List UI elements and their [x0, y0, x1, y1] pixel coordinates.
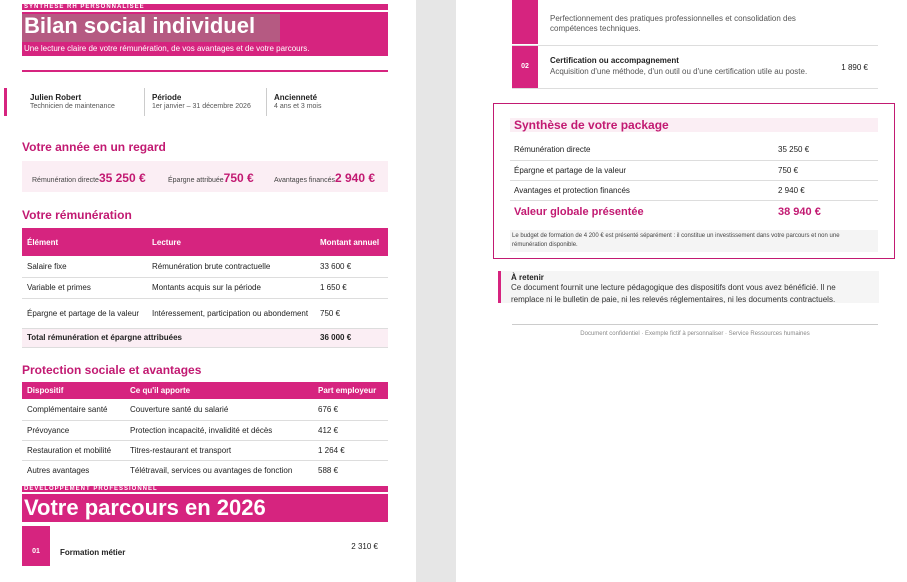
table-header-row — [22, 228, 388, 256]
parcours-step — [22, 526, 388, 566]
table-row — [510, 160, 878, 180]
identity-period — [146, 88, 251, 116]
table-total-row — [510, 200, 878, 224]
kpi-value: 2 940 € — [334, 171, 376, 185]
table-cell: Épargne et partage de la valeur — [22, 298, 147, 328]
table-cell: Complémentaire santé — [22, 399, 125, 420]
table-cell: Avantages et protection financés — [510, 180, 774, 200]
table-row — [22, 420, 388, 440]
table-cell: 676 € — [313, 399, 388, 420]
table-cell: Variable et primes — [22, 277, 147, 298]
protection-table — [22, 382, 388, 480]
table-cell: Restauration et mobilité — [22, 440, 125, 460]
employee-name: Julien Robert — [30, 93, 82, 102]
table-cell: Titres-restaurant et transport — [125, 440, 313, 460]
period-label: Période — [152, 93, 182, 102]
step-number-bar — [512, 0, 538, 44]
section-kicker: SYNTHÈSE RH PERSONNALISÉE — [22, 4, 388, 10]
total-label: Valeur globale présentée — [510, 200, 774, 224]
footer-divider — [512, 324, 878, 325]
period-value: 1er janvier – 31 décembre 2026 — [152, 103, 251, 110]
table-cell: 750 € — [774, 160, 878, 180]
table-cell: Montants acquis sur la période — [147, 277, 315, 298]
table-header-row — [22, 382, 388, 399]
column-header: Élément — [22, 228, 147, 256]
kpi-band — [22, 161, 388, 192]
kpi-value: 750 € — [223, 171, 254, 185]
table-row — [510, 180, 878, 200]
total-value: 38 940 € — [774, 200, 878, 224]
divider — [22, 70, 388, 72]
table-cell: 1 650 € — [315, 277, 388, 298]
table-cell: 33 600 € — [315, 256, 388, 277]
step-amount: 2 310 € — [351, 542, 378, 551]
document-subtitle: Une lecture claire de votre rémunération, de vos avantages et de votre parcours. — [24, 44, 310, 53]
table-cell: 588 € — [318, 465, 339, 475]
table-cell: 35 250 € — [774, 140, 878, 160]
page-2 — [456, 0, 907, 582]
kpi-label: Avantages financés — [274, 177, 335, 184]
column-header: Ce qu'il apporte — [125, 382, 313, 399]
table-row — [510, 140, 878, 160]
column-header: Dispositif — [22, 382, 125, 399]
parcours-title: Votre parcours en 2026 — [22, 494, 388, 522]
parcours-step-continued — [512, 0, 878, 44]
kpi-label: Rémunération directe — [32, 177, 99, 184]
step-number: 01 — [22, 526, 50, 566]
table-row — [22, 298, 388, 328]
section-kicker: DÉVELOPPEMENT PROFESSIONNEL — [22, 486, 388, 492]
table-cell: Couverture santé du salarié — [125, 399, 313, 420]
parcours-step — [512, 46, 878, 88]
table-cell: Prévoyance — [22, 420, 125, 440]
total-label: Total rémunération et épargne attribuées — [22, 328, 315, 347]
identity-accent — [4, 88, 7, 116]
table-cell: Autres avantages — [27, 465, 90, 475]
seniority-label: Ancienneté — [274, 93, 318, 102]
identity-separator — [144, 88, 145, 116]
step-number: 02 — [512, 46, 538, 88]
total-value: 36 000 € — [315, 328, 388, 347]
table-row — [22, 256, 388, 277]
divider — [512, 88, 878, 89]
identity-row — [4, 88, 388, 116]
protection-heading: Protection sociale et avantages — [22, 363, 202, 377]
table-row — [22, 440, 388, 460]
column-header: Montant annuel — [315, 228, 388, 256]
table-row — [22, 460, 388, 480]
employee-role: Technicien de maintenance — [30, 103, 115, 110]
remuneration-table — [22, 228, 388, 348]
table-cell: Rémunération directe — [510, 140, 774, 160]
takeaway-title: À retenir — [511, 273, 544, 282]
document-title: Bilan social individuel — [24, 13, 256, 38]
kpi-value: 35 250 € — [98, 171, 146, 185]
column-header: Lecture — [147, 228, 315, 256]
key-takeaway — [498, 271, 879, 303]
step-title: Formation métier — [60, 548, 126, 557]
hero-banner — [22, 12, 388, 56]
remuneration-heading: Votre rémunération — [22, 208, 132, 222]
table-total-row — [22, 328, 388, 347]
table-cell: 2 940 € — [774, 180, 878, 200]
table-cell: Intéressement, participation ou abondement — [147, 298, 315, 328]
page-1 — [0, 0, 416, 582]
table-cell: Épargne et partage de la valeur — [510, 160, 774, 180]
kpi-label: Épargne attribuée — [168, 177, 224, 184]
summary-title: Synthèse de votre package — [510, 118, 878, 132]
table-row — [22, 399, 388, 420]
table-cell: 1 264 € — [313, 440, 388, 460]
identity-employee — [24, 88, 115, 116]
step-description: Acquisition d'une méthode, d'un outil ou d'une certification utile au poste. — [550, 67, 808, 76]
table-cell: Rémunération brute contractuelle — [147, 256, 315, 277]
page-footer: Document confidentiel · Exemple fictif à personnaliser · Service Ressources humaines — [580, 331, 810, 337]
table-cell: 412 € — [313, 420, 388, 440]
step-amount: 1 890 € — [841, 63, 868, 72]
table-cell: Télétravail, services ou avantages de fonction — [130, 465, 293, 475]
table-cell: Salaire fixe — [22, 256, 147, 277]
takeaway-text: Ce document fournit une lecture pédagogique des dispositifs dont vous avez bénéficié. Il ne remplace ni le bulletin de paie, ni les relevés réglementaires, ni les documents contractuels. — [511, 283, 836, 304]
table-cell: Protection incapacité, invalidité et décès — [125, 420, 313, 440]
step-description: Perfectionnement des pratiques professionnelles et consolidation des compétences techniques. — [550, 14, 796, 33]
summary-table — [510, 140, 878, 224]
kpi-avantages — [274, 169, 375, 187]
step-title: Certification ou accompagnement — [550, 56, 679, 65]
year-heading: Votre année en un regard — [22, 140, 166, 154]
table-row — [22, 277, 388, 298]
table-cell: 750 € — [315, 298, 388, 328]
column-header: Part employeur — [313, 382, 388, 399]
identity-separator — [266, 88, 267, 116]
summary-note: Le budget de formation de 4 200 € est présenté séparément : il constitue un investissement dans votre parcours et non une rémunération disponible. — [510, 230, 878, 252]
identity-seniority — [268, 88, 321, 116]
kpi-remuneration — [32, 169, 146, 187]
kpi-epargne — [168, 169, 254, 187]
package-summary-box — [493, 103, 895, 259]
seniority-value: 4 ans et 3 mois — [274, 103, 322, 110]
